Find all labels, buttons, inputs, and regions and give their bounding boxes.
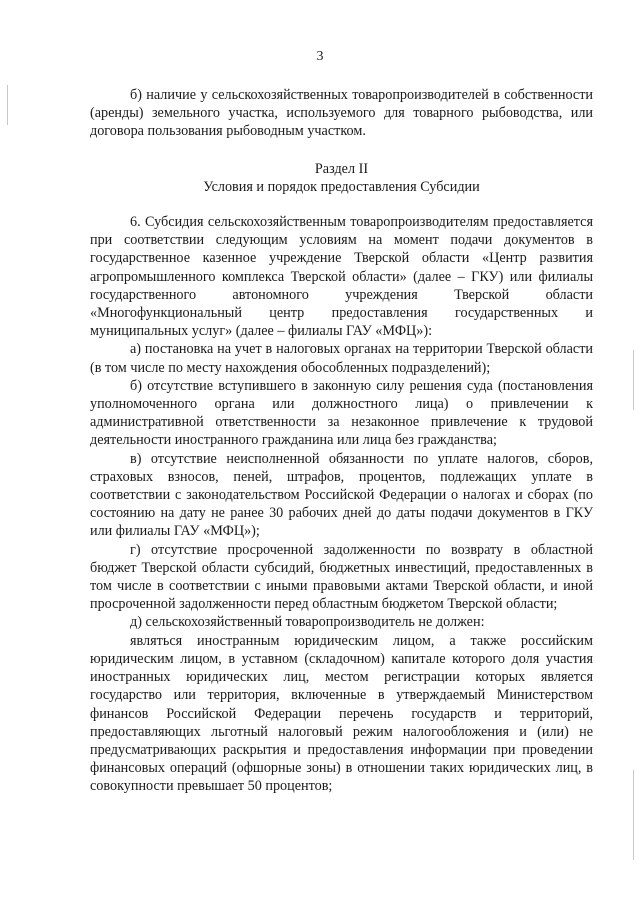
scan-edge-mark-right bbox=[633, 350, 634, 410]
scan-edge-mark-left bbox=[7, 85, 8, 125]
condition-item-d-text: являться иностранным юридическим лицом, а также российским юридическим лицом, в уставном (складочном) капитале которого доля участия иностранных юридических лиц, местом регистрации которых является государство или территория, включенные в утверждаемый Министерством финансов Российской Федерации перечень государств и территорий, предоставляющих льготный налоговый режим налогообложения и (или) не предусматривающих раскрытия и предоставления информации при проведении финансовых операций (офшорные зоны) в отношении таких юридических лиц, в совокупности превышает 50 процентов; bbox=[90, 632, 593, 795]
paragraph-6-conditions: 6. Субсидия сельскохозяйственным товаропроизводителям предоставляется при соответствии следующим условиям на момент подачи документов в государственное казенное учреждение Тверской области «Центр развития агропромышленного комплекса Тверской области» (далее – ГКУ) или филиалы государственного автономного учреждения Тверской области «Многофункциональный центр предоставления государственных и муниципальных услуг» (далее – филиалы ГАУ «МФЦ»): bbox=[90, 214, 593, 340]
condition-item-a: а) постановка на учет в налоговых органах на территории Тверской области (в том числе по месту нахождения обособленных подразделений); bbox=[90, 341, 593, 376]
condition-item-v: в) отсутствие неисполненной обязанности по уплате налогов, сборов, страховых взносов, пеней, штрафов, процентов, подлежащих уплате в соответствии с законодательством Российской Федерации о налогах и сборах (по состоянию на дату не ранее 30 рабочих дней до даты подачи документов в ГКУ или филиалы ГАУ «МФЦ»); bbox=[90, 450, 593, 540]
condition-item-g: г) отсутствие просроченной задолженности по возврату в областной бюджет Тверской области субсидий, бюджетных инвестиций, предоставленных в том числе в соответствии с иными правовыми актами Тверской области, и иной просроченной задолженности перед областным бюджетом Тверской области; bbox=[90, 541, 593, 613]
condition-item-b: б) отсутствие вступившего в законную силу решения суда (постановления уполномоченного органа или должностного лица) о привлечении к административной ответственности за незаконное привлечение к трудовой деятельности иностранного гражданина или лица без гражданства; bbox=[90, 377, 593, 449]
document-body bbox=[90, 86, 593, 796]
condition-item-d: д) сельскохозяйственный товаропроизводитель не должен: bbox=[130, 614, 485, 631]
scan-edge-mark-right-lower bbox=[633, 770, 634, 860]
page-number: 3 bbox=[316, 49, 324, 64]
paragraph-b-land-ownership: б) наличие у сельскохозяйственных товаропроизводителей в собственности (аренды) земельного участка, используемого для товарного рыбоводства, или договора пользования рыбоводным участком. bbox=[90, 87, 593, 140]
section-number: Раздел II bbox=[314, 160, 369, 177]
section-title: Условия и порядок предоставления Субсидии bbox=[203, 178, 480, 195]
